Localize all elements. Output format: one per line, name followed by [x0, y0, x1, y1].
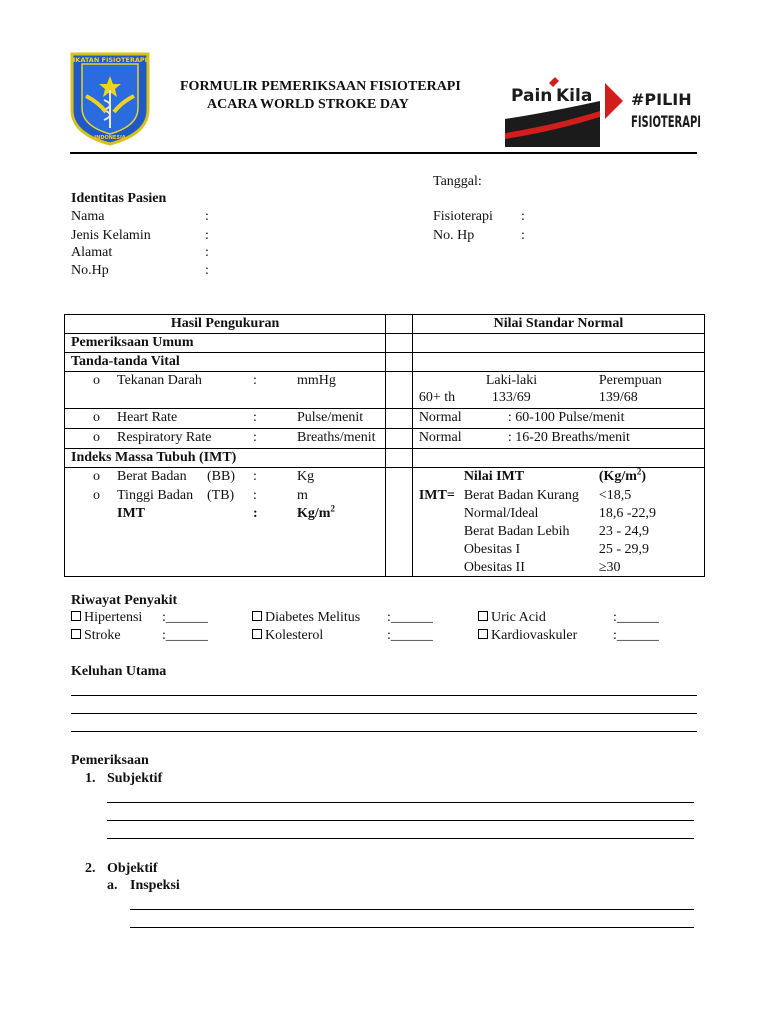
head-hasil-pengukuran: Hasil Pengukuran [65, 315, 386, 334]
fisioterapi-label: Fisioterapi [433, 209, 493, 224]
inspeksi-label: Inspeksi [130, 878, 180, 893]
painkila-text-2: Kila [556, 86, 593, 106]
respiratory-rate-label: Respiratory Rate [117, 430, 212, 445]
tinggi-badan-abbr: (TB) [207, 488, 235, 503]
riwayat-blank[interactable]: :______ [387, 628, 433, 643]
riwayat-blank[interactable]: :______ [613, 610, 659, 625]
alamat-label: Alamat [71, 245, 113, 260]
riwayat-blank[interactable]: :______ [162, 628, 208, 643]
sub-a-letter: a. [107, 878, 118, 893]
nohp-label: No.Hp [71, 263, 109, 278]
jenis-kelamin-label: Jenis Kelamin [71, 228, 151, 243]
colon: : [253, 410, 257, 425]
riwayat-title: Riwayat Penyakit [71, 593, 178, 608]
colon: : [521, 209, 525, 224]
measurement-table [64, 314, 705, 577]
bullet: o [93, 488, 100, 503]
ikatan-fisioterapi-logo [68, 50, 152, 146]
riwayat-blank[interactable]: :______ [162, 610, 208, 625]
bp-female-label: Perempuan [598, 373, 662, 388]
respiratory-rate-unit: Breaths/menit [297, 430, 376, 445]
subjektif-label: Subjektif [107, 771, 163, 786]
head-nilai-standar: Nilai Standar Normal [412, 315, 704, 334]
imt-norm-value-3: 25 - 29,9 [598, 542, 649, 557]
pilih-fisioterapi-logo [603, 55, 703, 147]
imt-label: IMT [117, 506, 145, 521]
tanggal-label: Tanggal: [433, 174, 482, 189]
tanda-vital-label: Tanda-tanda Vital [65, 353, 386, 372]
subjektif-line[interactable] [107, 820, 694, 821]
keluhan-line[interactable] [71, 713, 697, 714]
colon: : [205, 245, 209, 260]
tekanan-darah-row [65, 372, 386, 409]
riwayat-item-stroke[interactable]: Stroke [71, 628, 121, 644]
item1-number: 1. [85, 771, 96, 786]
colon: : [521, 228, 525, 243]
pemeriksaan-title: Pemeriksaan [71, 753, 149, 768]
bullet: o [93, 373, 100, 388]
bp-male-value: 133/69 [491, 390, 531, 405]
checkbox[interactable] [71, 629, 81, 639]
bullet: o [93, 469, 100, 484]
painkila-text-1: Pain [511, 86, 553, 106]
riwayat-blank[interactable]: :______ [613, 628, 659, 643]
tekanan-darah-label: Tekanan Darah [117, 373, 202, 388]
bp-female-value: 139/68 [598, 390, 638, 405]
hr-norm-value: : 60-100 Pulse/menit [507, 410, 625, 425]
imt-norm-value-2: 23 - 24,9 [598, 524, 649, 539]
colon: : [205, 263, 209, 278]
imt-norm-label-2: Berat Badan Lebih [463, 524, 570, 539]
subjektif-line[interactable] [107, 802, 694, 803]
colon: : [253, 469, 257, 484]
nama-label: Nama [71, 209, 105, 224]
inspeksi-line[interactable] [130, 909, 694, 910]
colon: : [205, 228, 209, 243]
heart-rate-row [65, 409, 386, 429]
checkbox[interactable] [478, 629, 488, 639]
riwayat-item-uric-acid[interactable]: Uric Acid [478, 610, 546, 626]
objektif-label: Objektif [107, 861, 158, 876]
fisio-nohp-label: No. Hp [433, 228, 475, 243]
inspeksi-line[interactable] [130, 927, 694, 928]
bp-male-label: Laki-laki [485, 373, 538, 388]
respiratory-rate-row [65, 429, 386, 449]
imt-norm-head: Nilai IMT [463, 469, 525, 484]
imt-eq-label: IMT= [418, 488, 455, 503]
imt-norm-label-0: Berat Badan Kurang [463, 488, 579, 503]
hr-norm-cell [412, 409, 704, 429]
keluhan-line[interactable] [71, 731, 697, 732]
checkbox[interactable] [252, 629, 262, 639]
identitas-title: Identitas Pasien [71, 191, 167, 206]
painkila-logo [505, 55, 600, 147]
imt-norm-label-4: Obesitas II [463, 560, 525, 575]
imt-norm-value-1: 18,6 -22,9 [598, 506, 656, 521]
keluhan-line[interactable] [71, 695, 697, 696]
heart-rate-label: Heart Rate [117, 410, 178, 425]
riwayat-item-hipertensi[interactable]: Hipertensi [71, 610, 142, 626]
riwayat-item-diabetes[interactable]: Diabetes Melitus [252, 610, 360, 626]
colon: : [253, 373, 257, 388]
checkbox[interactable] [71, 611, 81, 621]
imt-norm-unit: $(Kg/m^2)$ [598, 466, 647, 484]
checkbox[interactable] [478, 611, 488, 621]
imt-norm-value-0: <18,5 [598, 488, 632, 503]
imt-unit: $Kg/m^2$ [297, 503, 335, 521]
logo-ifi-bottom-text: INDONESIA [94, 135, 126, 141]
rr-norm-value: : 16-20 Breaths/menit [507, 430, 630, 445]
riwayat-blank[interactable]: :______ [387, 610, 433, 625]
hr-norm-label: Normal [418, 410, 462, 425]
bp-age-label: 60+ th [418, 390, 456, 405]
berat-badan-abbr: (BB) [207, 469, 235, 484]
colon: : [205, 209, 209, 224]
riwayat-item-kardiovaskuler[interactable]: Kardiovaskuler [478, 628, 577, 644]
tekanan-darah-unit: mmHg [297, 373, 336, 388]
pilih-text-1: #PILIH [631, 90, 692, 109]
imt-input-cell [65, 468, 386, 577]
imt-norm-cell [412, 468, 704, 577]
imt-norm-value-4: ≥30 [598, 560, 621, 575]
berat-badan-unit: Kg [297, 469, 315, 484]
bullet: o [93, 410, 100, 425]
form-title-line2: ACARA WORLD STROKE DAY [207, 97, 409, 112]
colon: : [253, 430, 257, 445]
rr-norm-label: Normal [418, 430, 462, 445]
checkbox[interactable] [252, 611, 262, 621]
pilih-text-2: FISIOTERAPI [631, 112, 701, 131]
bp-norm-cell [412, 372, 704, 409]
pemeriksaan-umum-label: Pemeriksaan Umum [65, 334, 386, 353]
tinggi-badan-label: Tinggi Badan [117, 488, 194, 503]
berat-badan-label: Berat Badan [117, 469, 187, 484]
subjektif-line[interactable] [107, 838, 694, 839]
colon: : [253, 506, 258, 521]
item2-number: 2. [85, 861, 96, 876]
heart-rate-unit: Pulse/menit [297, 410, 364, 425]
rr-norm-cell [412, 429, 704, 449]
keluhan-title: Keluhan Utama [71, 664, 167, 679]
bullet: o [93, 430, 100, 445]
riwayat-item-kolesterol[interactable]: Kolesterol [252, 628, 323, 644]
tinggi-badan-unit: m [297, 488, 308, 503]
header-divider [70, 152, 697, 154]
imt-norm-label-3: Obesitas I [463, 542, 521, 557]
form-title-line1: FORMULIR PEMERIKSAAN FISIOTERAPI [180, 79, 461, 94]
logo-ifi-top-text: IKATAN FISIOTERAPI [72, 56, 148, 64]
imt-title: Indeks Massa Tubuh (IMT) [65, 449, 386, 468]
imt-norm-label-1: Normal/Ideal [463, 506, 539, 521]
colon: : [253, 488, 257, 503]
